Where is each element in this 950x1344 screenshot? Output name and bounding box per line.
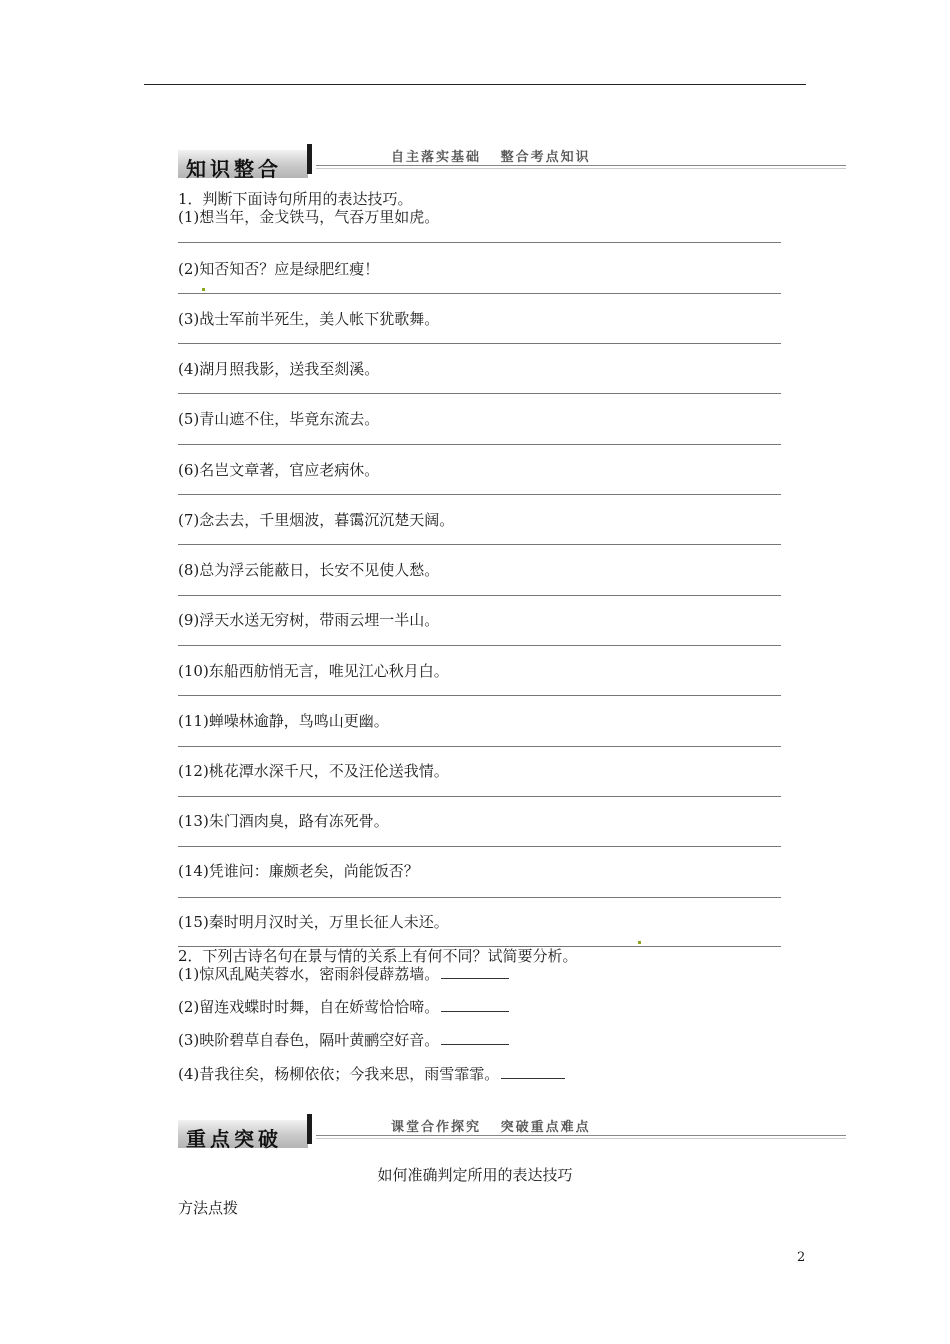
method-label: 方法点拨 bbox=[178, 1199, 239, 1217]
answer-line[interactable] bbox=[178, 242, 781, 243]
question-1-heading: 1．判断下面诗句所用的表达技巧。 bbox=[178, 190, 413, 208]
answer-blank[interactable] bbox=[441, 1031, 509, 1045]
q1-item-6: (6)名岂文章著，官应老病休。 bbox=[178, 461, 380, 479]
banner-rule bbox=[316, 165, 846, 166]
q2-item-4 bbox=[178, 1065, 565, 1083]
answer-blank[interactable] bbox=[441, 998, 509, 1012]
q1-item-8: (8)总为浮云能蔽日，长安不见使人愁。 bbox=[178, 561, 440, 579]
speck-mark bbox=[202, 288, 205, 291]
q2-item-4-text: (4)昔我往矣，杨柳依依；今我来思，雨雪霏霏。 bbox=[178, 1065, 500, 1083]
answer-line[interactable] bbox=[178, 746, 781, 747]
q2-item-3 bbox=[178, 1031, 509, 1049]
section-badge bbox=[178, 1120, 308, 1151]
section-subtitle: 课堂合作探究 突破重点难点 bbox=[391, 1120, 591, 1135]
answer-line[interactable] bbox=[178, 494, 781, 495]
answer-blank[interactable] bbox=[441, 965, 509, 979]
answer-line[interactable] bbox=[178, 293, 781, 294]
q1-item-14: (14)凭谁问：廉颇老矣，尚能饭否？ bbox=[178, 862, 419, 880]
banner-rule-shadow bbox=[316, 168, 846, 169]
answer-line[interactable] bbox=[178, 897, 781, 898]
q1-item-7: (7)念去去，千里烟波，暮霭沉沉楚天阔。 bbox=[178, 511, 455, 529]
section-badge bbox=[178, 150, 308, 181]
section-badge-text: 重点突破 bbox=[186, 1127, 282, 1151]
q1-item-3: (3)战士军前半死生，美人帐下犹歌舞。 bbox=[178, 310, 440, 328]
answer-line[interactable] bbox=[178, 695, 781, 696]
q1-item-2: (2)知否知否？应是绿肥红瘦！ bbox=[178, 260, 380, 278]
answer-line[interactable] bbox=[178, 544, 781, 545]
page-number: 2 bbox=[797, 1250, 806, 1265]
answer-line[interactable] bbox=[178, 393, 781, 394]
answer-line[interactable] bbox=[178, 595, 781, 596]
q2-item-1-text: (1)惊风乱飐芙蓉水，密雨斜侵薜荔墙。 bbox=[178, 965, 440, 983]
answer-line[interactable] bbox=[178, 846, 781, 847]
answer-line[interactable] bbox=[178, 796, 781, 797]
section-banner-knowledge bbox=[178, 144, 846, 181]
question-2-heading: 2．下列古诗名句在景与情的关系上有何不同？试简要分析。 bbox=[178, 947, 578, 965]
q2-item-1 bbox=[178, 965, 509, 983]
q1-item-15: (15)秦时明月汉时关，万里长征人未还。 bbox=[178, 913, 449, 931]
section-badge-text: 知识整合 bbox=[186, 157, 282, 181]
banner-rule-shadow bbox=[316, 1138, 846, 1139]
q1-item-5: (5)青山遮不住，毕竟东流去。 bbox=[178, 410, 380, 428]
q2-item-3-text: (3)映阶碧草自春色，隔叶黄鹂空好音。 bbox=[178, 1031, 440, 1049]
answer-line[interactable] bbox=[178, 444, 781, 445]
banner-divider-bar bbox=[307, 1114, 312, 1144]
q1-item-9: (9)浮天水送无穷树，带雨云埋一半山。 bbox=[178, 611, 440, 629]
q2-item-2-text: (2)留连戏蝶时时舞，自在娇莺恰恰啼。 bbox=[178, 998, 440, 1016]
q1-item-4: (4)湖月照我影，送我至剡溪。 bbox=[178, 360, 380, 378]
answer-line[interactable] bbox=[178, 645, 781, 646]
topic-title: 如何准确判定所用的表达技巧 bbox=[377, 1166, 573, 1184]
header-rule bbox=[144, 84, 806, 85]
speck-mark bbox=[638, 941, 641, 944]
q1-item-13: (13)朱门酒肉臭，路有冻死骨。 bbox=[178, 812, 389, 830]
answer-blank[interactable] bbox=[501, 1065, 565, 1079]
q1-item-11: (11)蝉噪林逾静，鸟鸣山更幽。 bbox=[178, 712, 389, 730]
q1-item-10: (10)东船西舫悄无言，唯见江心秋月白。 bbox=[178, 662, 449, 680]
section-subtitle: 自主落实基础 整合考点知识 bbox=[391, 150, 591, 165]
banner-divider-bar bbox=[307, 144, 312, 174]
section-banner-breakthrough bbox=[178, 1114, 846, 1151]
q1-item-1: (1)想当年，金戈铁马，气吞万里如虎。 bbox=[178, 208, 440, 226]
answer-line[interactable] bbox=[178, 343, 781, 344]
banner-rule bbox=[316, 1135, 846, 1136]
q1-item-12: (12)桃花潭水深千尺，不及汪伦送我情。 bbox=[178, 762, 449, 780]
q2-item-2 bbox=[178, 998, 509, 1016]
